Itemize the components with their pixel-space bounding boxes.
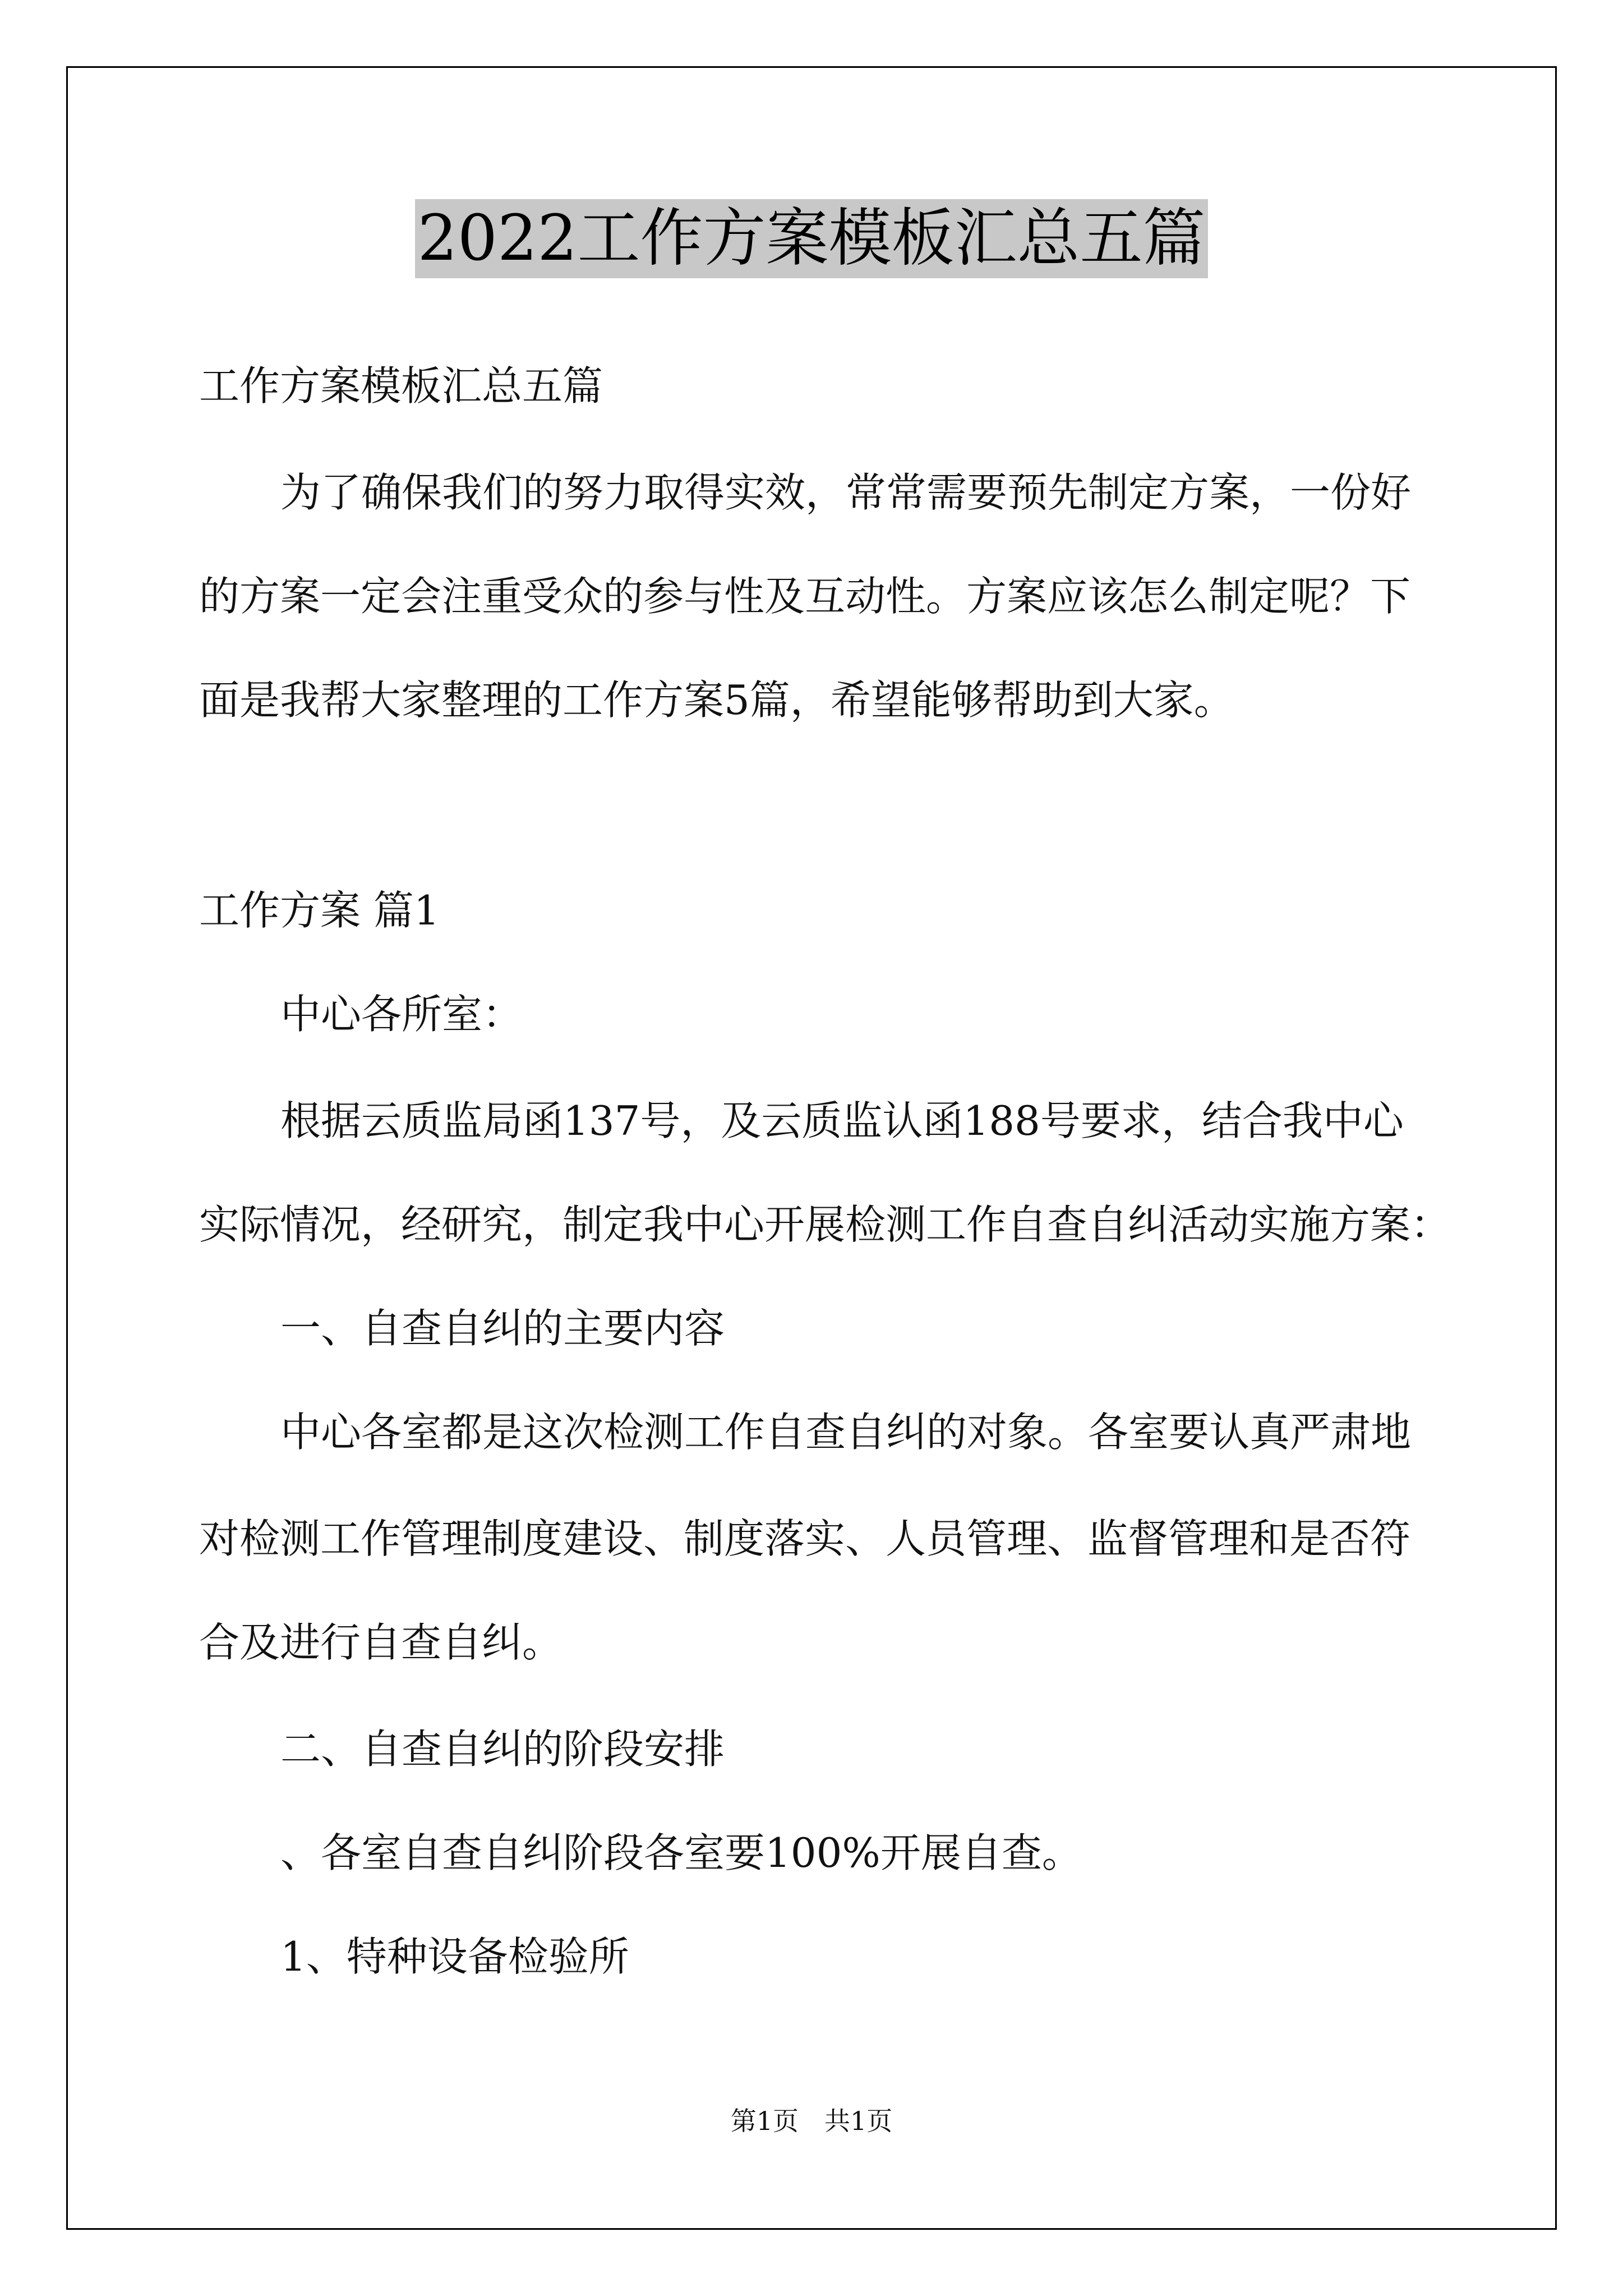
intro-line-1: 为了确保我们的努力取得实效，常常需要预先制定方案，一份好 [280, 469, 1412, 516]
section-heading-1: 工作方案 篇1 [199, 887, 440, 934]
document-title: 2022工作方案模板汇总五篇 [415, 199, 1207, 278]
subtitle-line: 工作方案模板汇总五篇 [199, 362, 603, 409]
body-line-1: 根据云质监局函137号，及云质监认函188号要求，结合我中心 [280, 1097, 1404, 1144]
subheading-2: 二、自查自纠的阶段安排 [280, 1726, 725, 1773]
body-line-4: 对检测工作管理制度建设、制度落实、人员管理、监督管理和是否符 [199, 1515, 1411, 1562]
body-line-6: 、各室自查自纠阶段各室要100%开展自查。 [280, 1829, 1082, 1876]
body-line-5: 合及进行自查自纠。 [199, 1619, 563, 1666]
list-item-1: 1、特种设备检验所 [280, 1933, 629, 1980]
salutation: 中心各所室： [280, 991, 523, 1038]
title-container [0, 199, 1623, 278]
subheading-1: 一、自查自纠的主要内容 [280, 1305, 725, 1352]
intro-line-2: 的方案一定会注重受众的参与性及互动性。方案应该怎么制定呢？下 [199, 573, 1411, 620]
page-footer: 第1页 共1页 [730, 2106, 893, 2136]
body-line-3: 中心各室都是这次检测工作自查自纠的对象。各室要认真严肃地 [280, 1409, 1412, 1456]
intro-line-3: 面是我帮大家整理的工作方案5篇，希望能够帮助到大家。 [199, 677, 1234, 724]
body-line-2: 实际情况，经研究，制定我中心开展检测工作自查自纠活动实施方案： [199, 1201, 1451, 1248]
